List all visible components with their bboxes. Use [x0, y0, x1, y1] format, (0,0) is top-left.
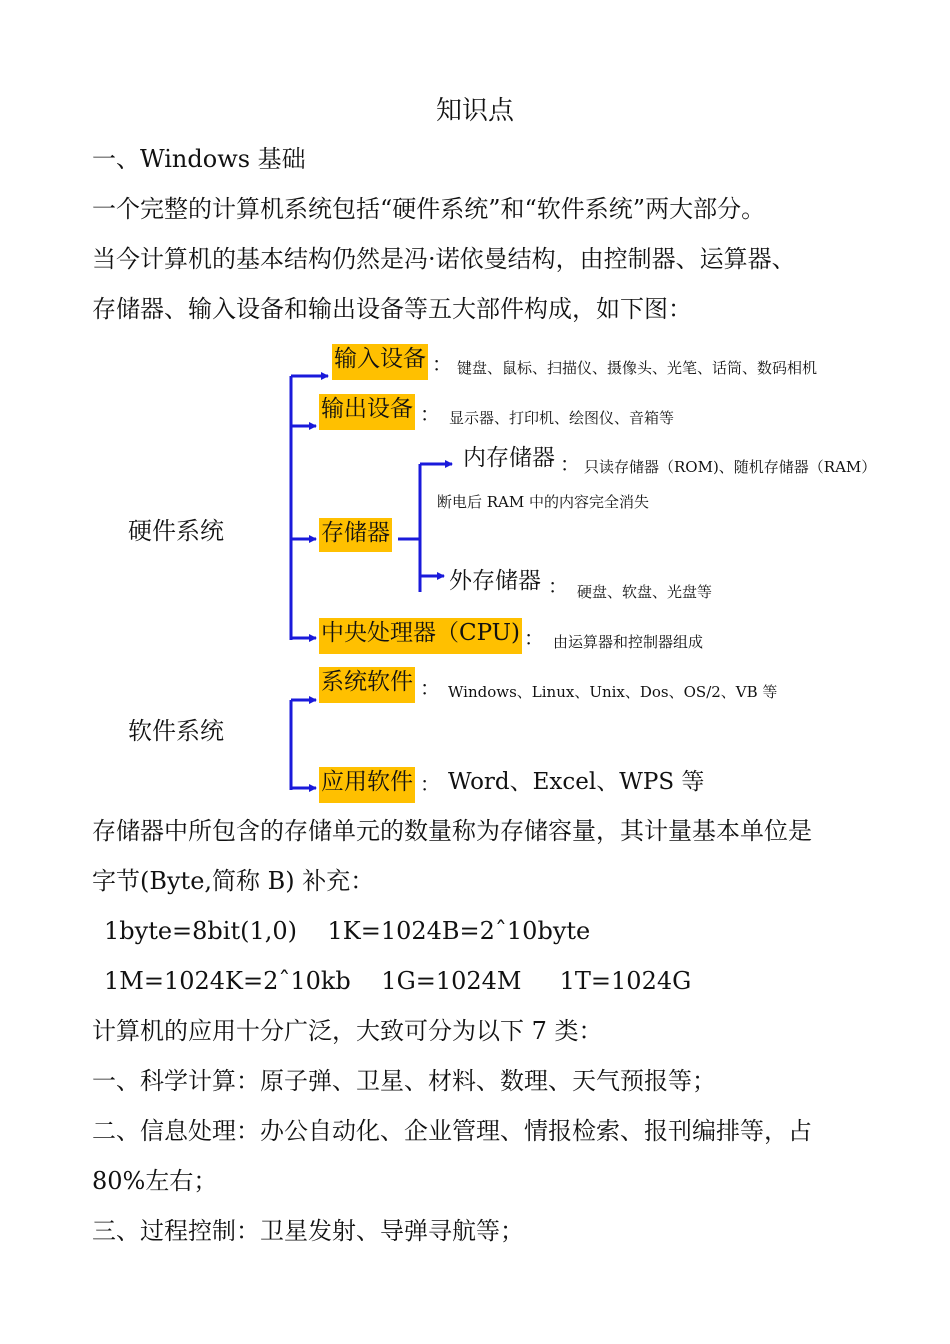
paragraph-line: 存储器中所包含的存储单元的数量称为存储容量，其计量基本单位是: [92, 817, 812, 845]
system-software-colon: ：: [420, 676, 440, 700]
output-device-desc: 显示器、打印机、绘图仪、音箱等: [449, 409, 675, 427]
app-software-colon: ：: [420, 772, 440, 796]
paragraph-line: 存储器、输入设备和输出设备等五大部件构成，如下图：: [92, 295, 692, 323]
paragraph-line: 字节(Byte,简称 B) 补充：: [92, 867, 375, 895]
unit-conversion-line: 1byte=8bit(1,0) 1K=1024B=2ˆ10byte: [104, 917, 591, 945]
list-item: 二、信息处理：办公自动化、企业管理、情报检索、报刊编排等，占: [92, 1117, 812, 1145]
cpu-desc: 由运算器和控制器组成: [553, 633, 704, 651]
external-colon: ：: [548, 574, 568, 598]
list-item-continuation: 80%左右；: [92, 1167, 218, 1195]
section-heading: 一、Windows 基础: [92, 145, 306, 173]
page-title: 知识点: [435, 96, 514, 126]
unit-conversion-line: 1M=1024K=2ˆ10kb 1G=1024M 1T=1024G: [104, 967, 692, 995]
paragraph-line: 计算机的应用十分广泛，大致可分为以下 7 类：: [92, 1017, 603, 1045]
internal-storage-note: 断电后 RAM 中的内容完全消失: [437, 493, 650, 511]
cpu-label: 中央处理器（CPU): [319, 618, 522, 654]
cpu-colon: ：: [524, 626, 544, 650]
input-device-label: 输入设备: [332, 344, 428, 380]
internal-colon: ：: [560, 452, 580, 476]
system-software-label: 系统软件: [319, 667, 415, 703]
input-device-desc: 键盘、鼠标、扫描仪、摄像头、光笔、话筒、数码相机: [457, 359, 818, 377]
output-colon: ：: [420, 402, 440, 426]
paragraph-line: 一个完整的计算机系统包括“硬件系统”和“软件系统”两大部分。: [92, 195, 766, 223]
list-item: 三、过程控制：卫星发射、导弹寻航等；: [92, 1217, 524, 1245]
app-software-label: 应用软件: [319, 767, 415, 803]
external-storage-desc: 硬盘、软盘、光盘等: [577, 583, 713, 601]
app-software-desc: Word、Excel、WPS 等: [448, 769, 705, 795]
storage-label: 存储器: [319, 518, 392, 552]
list-item: 一、科学计算：原子弹、卫星、材料、数理、天气预报等；: [92, 1067, 716, 1095]
input-colon: ：: [432, 352, 452, 376]
external-storage-label: 外存储器: [449, 568, 541, 594]
internal-storage-label: 内存储器: [463, 445, 555, 471]
hardware-system-label: 硬件系统: [128, 517, 224, 545]
software-system-label: 软件系统: [128, 717, 224, 745]
system-software-desc: Windows、Linux、Unix、Dos、OS/2、VB 等: [448, 683, 778, 701]
internal-storage-desc: 只读存储器（ROM)、随机存储器（RAM）: [584, 458, 877, 476]
paragraph-line: 当今计算机的基本结构仍然是冯·诺依曼结构，由控制器、运算器、: [92, 245, 796, 273]
output-device-label: 输出设备: [319, 394, 415, 430]
